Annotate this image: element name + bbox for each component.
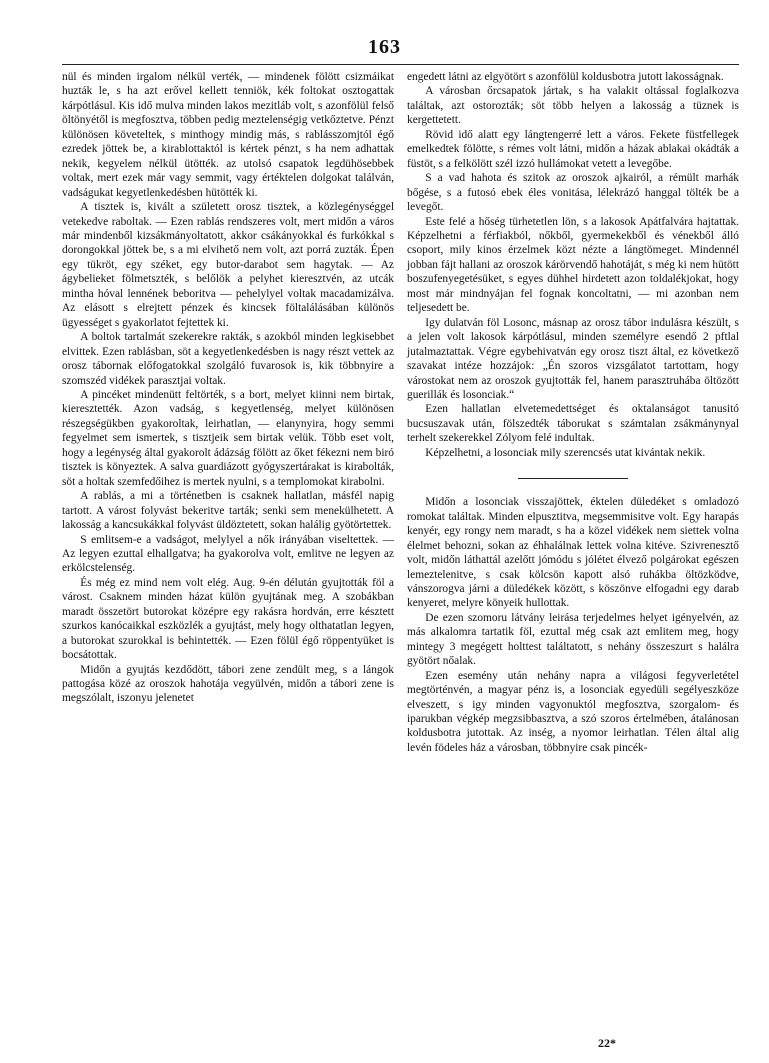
paragraph: nül és minden irgalom nélkül verték, — mindenek fölött csizmáikat huzták le, s ha azt erővel kellett tenniök, kék foltokat osztogattak kárpótlásul. Kis idő mulva minden lakos mezitláb volt, s azonfölül felső öltönyétől is megfosztva, többen pedig meztelenségig vetkőztetve. Pénzt különösen követeltek, s minthogy mindig más, s rablásszomjtól égő ezredek jöttek be, a kirablottaktól is kértek pénzt, s ha nem adhattak nekik, kegyelem nélkül ütötték. az utolsó csapatok legdühösebbek voltak, mert ezek már vagy semmit, vagy értéktelen dolgokat találván, vadságukat kegyetlenkedésben hütötték ki.: [62, 71, 394, 199]
header-rule: [62, 64, 739, 65]
paragraph: Este felé a hőség türhetetlen lön, s a lakosok Apátfalvára hajtattak. Képzelhetni a férfiakból, nőkből, gyermekekből és vénekből álló csoport, mily kinos érzelmek közt nézte a lángtömeget. Mindennél jobban fájt hallani az oroszok kárörvendő hahotáját, s még ki nem hütött boszufenyegetésüket, s egyes dühhel hirdetett azon toldalékjokat, hogy most már mindnyájan fel fognak koncoltatni, — mi azonban nem teljesedett be.: [407, 215, 739, 315]
paragraph: A tisztek is, kivált a született orosz tisztek, a közlegénységgel vetekedve raboltak. — Ezen rablás rendszeres volt, mert midőn a város már mindenből kizsákmányoltatott, akkor csákányokkal és furkókkal s dorongokkal jöttek be, s a mi elvihető nem volt, azt porrá zuzták. Épen egy tükröt, egy széket, egy butor-darabot sem hagytak. — Az ágybelieket fölmetszték, s belőlök a pelyhet kieresztvén, az utcák mintha hóval lennének beboritva — pehelylyel voltak macadamizálva. Az elásott s elrejtett pénzek és kincsek föltalálásában különös ügyességet s gyakorlatot fejtettek ki.: [62, 201, 394, 329]
paragraph: De ezen szomoru látvány leirása terjedelmes helyet igényelvén, az más alkalomra tartatik föl, ezuttal még csak azt emlitem meg, hogy mintegy 3 megégett holttest találtatott, s nehány összeszurt s halálra gyötört nőalak.: [407, 611, 739, 668]
paragraph: A pincéket mindenütt feltörték, s a bort, melyet kiinni nem birtak, kieresztették. Azon vadság, s kegyetlenség, melyet különösen részegségükben gyakoroltak, leirhatlan, — elanynyira, hogy semmi fegyelmet sem ismertek, s tisztjeik sem birtak velük. Több eset volt, hogy a legénység által gyakorolt ádázság fölött az őket fékezni nem biró tisztek is könyeztek. A salva guardiázott gyógyszertárakat is kirabolták, söt a holtak szemfedőihez is mertek nyulni, s a templomokat kirabolni.: [62, 388, 394, 488]
paragraph: Igy dulatván föl Losonc, másnap az orosz tábor indulásra készült, s a jelen volt lakosok kárpótlásul, minden személyre esendő 2 pftlal jutalmaztattak. Végre egybehivatván egy orosz tiszt által, ez következő szavakat intéze hozzájok: „Én szoros vizsgálatot tartottam, hogy várostokat nem az oroszok gyujtották fel, hanem parasztruhába öltözött guerillák és losonciak.“: [407, 316, 739, 401]
left-column: [62, 70, 394, 706]
paragraph: Midőn a gyujtás kezdődött, tábori zene zendült meg, s a lángok pattogása közé az oroszok hahotája vegyülvén, midőn a tábori zene is megszólalt, iszonyu jelenetet: [62, 663, 394, 705]
paragraph: S emlitsem-e a vadságot, melylyel a nők irányában viseltettek. — Az legyen ezuttal elhallgatva; ha gyakorolva volt, emlitve ne legyen az erkölcstelenség.: [62, 533, 394, 575]
paragraph: A városban őrcsapatok jártak, s ha valakit oltással foglalkozva találtak, azt ostorozták; söt több helyen a lakosság a tüznek is kergettetett.: [407, 85, 739, 127]
paragraph: Rövid idő alatt egy lángtengerré lett a város. Fekete füstfellegek emelkedtek fölötte, s rémes volt látni, midőn a házak ablakai okádták a füstöt, s a felkölött szél izzó hullámokat vetett a levegőbe.: [407, 128, 739, 170]
section-divider: [518, 478, 628, 479]
paragraph: A rablás, a mi a történetben is csaknek hallatlan, másfél napig tartott. A várost folyvást bekeritve tarták; senki sem menekülhetett. A lakosság a kancsukákkal folyvást üldöztetett, sokan halálig gyötörtettek.: [62, 490, 394, 532]
paragraph: Képzelhetni, a losonciak mily szerencsés utat kivántak nekik.: [425, 446, 706, 459]
paragraph: A boltok tartalmát szekerekre rakták, s azokból minden legkisebbet elvittek. Ezen rablásban, söt a kegyetlenkedésben is nagy részt vettek az orosz tábornak előfogatokkal szolgáló fuvarosok is, kik többnyire a szomszéd vidékek parasztjai voltak.: [62, 331, 394, 387]
paragraph: Ezen hallatlan elvetemedettséget és oktalanságot tanusitó bucsuszavak után, fölszedték táborukat s számtalan zsákmánynyal terhelt szekerekkel Zólyom felé indultak.: [407, 403, 739, 445]
paragraph: Ezen esemény után nehány napra a világosi fegyverletétel megtörténvén, a magyar pénz is, a losonciak egyedüli segélyeszköze elveszett, s igy minden vagyonuktól megfosztva, szorgalom- és iparukban végkép megzsibbasztva, a szó szoros értelmében, átalánosan koldusbotra jutottak. Az inség, a nyomor leirhatlan. Télen által alig levén födeles ház a városban, többnyire csak pincék-: [407, 669, 739, 754]
page-number: 163: [368, 36, 401, 58]
paragraph: S a vad hahota és szitok az oroszok ajkairól, a rémült marhák bőgése, s a futosó ebek éles vonitása, lélekrázó hanggal tölték be a levegőt.: [407, 172, 739, 214]
paragraph: engedett látni az elgyötört s azonfölül koldusbotra jutott lakosságnak.: [407, 71, 724, 83]
paragraph: Midőn a losonciak visszajöttek, éktelen düledéket s omladozó romokat találtak. Minden elpusztitva, megsemmisitve volt. Egy harapás kenyér, egy rongy nem maradt, s ha a közel vidékek nem siettek volna élelmet behozni, sokan az éhhalálnak lettek volna kitéve. Szivreпesztő volt, midőn láthattál azelőtt jómódu s jólétet élvező polgárokat egészen lemeztelenitve, s csak kölcsön kapott alsó ruhákba öltözködve, vánszorogva járni a düledékek között, s köszönve elfogadni egy darab kenyeret, melyre könyeik hullottak.: [407, 496, 739, 610]
right-column: [407, 70, 739, 755]
paragraph: És még ez mind nem volt elég. Aug. 9-én délután gyujtották föl a várost. Csaknem minden házat külön gyujtának meg. A szobákban maradt összetört butorokat középre egy rakásra hordván, erre késztett szurkos kanócaikkal eszközlék a gyujtást, mely hogy olthatatlan legyen, a butorokat szurokkal is behintették. — Ezen fölül égő röppentyüket is bocsátottak.: [62, 576, 394, 662]
signature-mark: 22*: [598, 1036, 616, 1050]
